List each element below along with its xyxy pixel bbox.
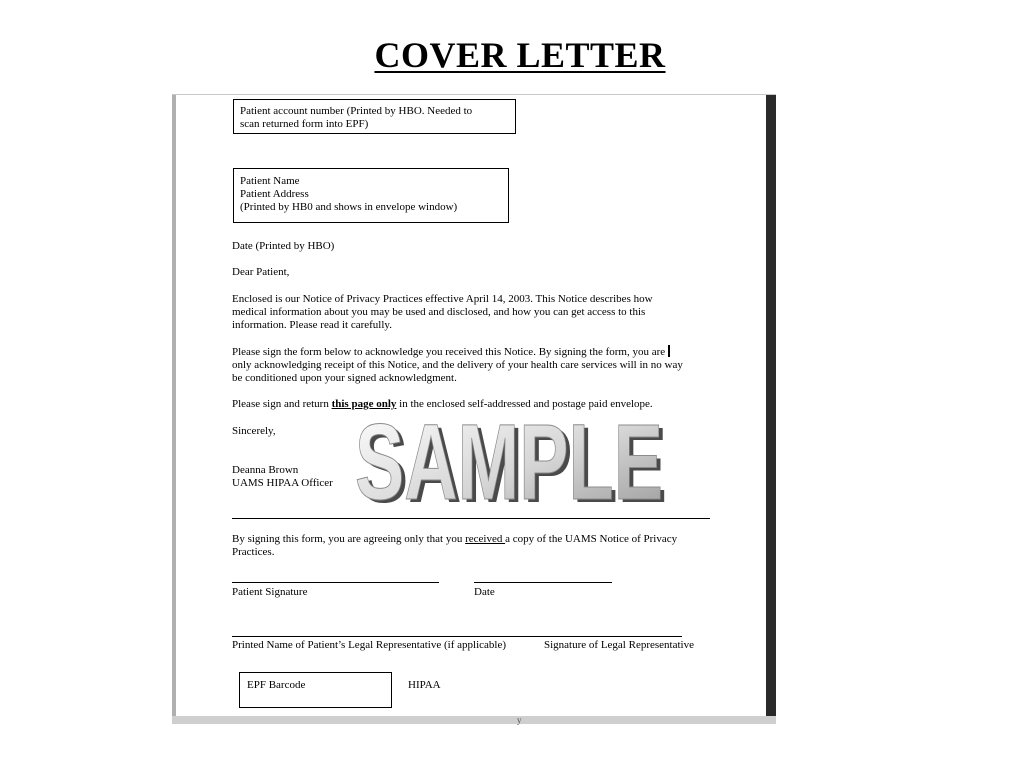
sample-watermark-shadow: SAMPLE bbox=[359, 413, 667, 507]
signer-name: Deanna Brown bbox=[232, 464, 299, 476]
epf-barcode-label: EPF Barcode bbox=[247, 679, 306, 691]
paragraph-3-emphasis: this page only bbox=[331, 398, 397, 410]
acknowledgment-line-2: Practices. bbox=[232, 546, 275, 558]
patient-address-box bbox=[233, 168, 509, 223]
document-bottom-edge bbox=[172, 716, 776, 724]
ack-before: By signing this form, you are agreeing only that you bbox=[232, 533, 466, 545]
paragraph-3-after: in the enclosed self-addressed and postage paid envelope. bbox=[396, 398, 653, 410]
date-signature-line[interactable] bbox=[474, 582, 612, 583]
paragraph-2-line-3: be conditioned upon your signed acknowledgment. bbox=[232, 372, 457, 384]
paragraph-2-line-1 bbox=[232, 345, 670, 359]
account-number-box bbox=[233, 99, 516, 134]
ack-emphasis: received bbox=[465, 533, 506, 545]
slide-title: COVER LETTER bbox=[374, 35, 666, 75]
envelope-window-note: (Printed by HB0 and shows in envelope window) bbox=[240, 201, 458, 213]
signer-title: UAMS HIPAA Officer bbox=[232, 477, 333, 489]
document-right-edge bbox=[766, 95, 776, 719]
representative-name-label: Printed Name of Patient’s Legal Representative (if applicable) bbox=[232, 639, 506, 651]
closing: Sincerely, bbox=[232, 425, 276, 437]
date-label: Date bbox=[474, 586, 495, 598]
letter-document bbox=[172, 94, 776, 724]
acknowledgment-line-1 bbox=[232, 533, 677, 546]
document-left-edge bbox=[172, 95, 176, 719]
separator-rule bbox=[232, 518, 710, 519]
paragraph-2-line-2: only acknowledging receipt of this Notice, and the delivery of your health care services will in no way bbox=[232, 359, 683, 371]
ack-after: a copy of the UAMS Notice of Privacy bbox=[505, 533, 678, 545]
paragraph-1-line-2: medical information about you may be used and disclosed, and how you can get access to this bbox=[232, 306, 646, 318]
patient-signature-line[interactable] bbox=[232, 582, 439, 583]
date-line: Date (Printed by HBO) bbox=[232, 240, 335, 252]
text-cursor bbox=[668, 345, 670, 357]
paragraph-1-line-1: Enclosed is our Notice of Privacy Practices effective April 14, 2003. This Notice describes how bbox=[232, 293, 653, 305]
patient-name-placeholder: Patient Name bbox=[240, 175, 300, 187]
patient-signature-label: Patient Signature bbox=[232, 586, 308, 598]
hipaa-label: HIPAA bbox=[408, 679, 441, 691]
paragraph-3 bbox=[232, 398, 653, 411]
representative-signature-label: Signature of Legal Representative bbox=[544, 639, 694, 651]
representative-line[interactable] bbox=[232, 636, 682, 637]
document-edge-mark: y bbox=[517, 715, 522, 725]
paragraph-2-line-1-text: Please sign the form below to acknowledge you received this Notice. By signing the form, you are bbox=[232, 346, 666, 358]
sample-watermark bbox=[349, 413, 667, 507]
salutation: Dear Patient, bbox=[232, 266, 290, 278]
sample-watermark-text: SAMPLE bbox=[355, 413, 663, 507]
account-number-line-2: scan returned form into EPF) bbox=[240, 118, 369, 130]
paragraph-1-line-3: information. Please read it carefully. bbox=[232, 319, 392, 331]
paragraph-3-before: Please sign and return bbox=[232, 398, 332, 410]
account-number-line-1: Patient account number (Printed by HBO. Needed to bbox=[240, 105, 473, 117]
epf-barcode-box bbox=[239, 672, 392, 708]
patient-address-placeholder: Patient Address bbox=[240, 188, 309, 200]
